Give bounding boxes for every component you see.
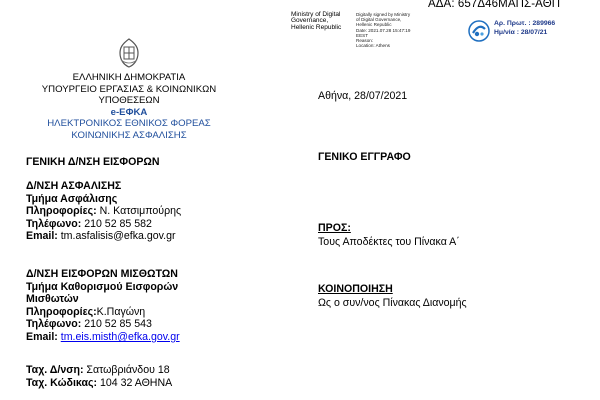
ada-code: ΑΔΑ: 657Δ46ΜΑΠΣ-ΑΘΠ [428, 0, 561, 10]
signature-line: Digitally signed by Ministry [356, 12, 411, 17]
general-directorate-title: ΓΕΝΙΚΗ Δ/ΝΣΗ ΕΙΣΦΟΡΩΝ [26, 156, 160, 168]
signature-line: Location: Athens [356, 43, 390, 49]
protocol-number-label: Αρ. Πρωτ. : [494, 20, 531, 27]
signature-line: Date: 2021.07.28 15:47:19 [356, 27, 411, 33]
street-value: Σατωβριάνδου 18 [83, 364, 170, 376]
header-ministry: ΥΠΟΥΡΓΕΙΟ ΕΡΓΑΣΙΑΣ & ΚΟΙΝΩΝΙΚΩΝ [41, 83, 217, 95]
header-republic: ΕΛΛΗΝΙΚΗ ΔΗΜΟΚΡΑΤΙΑ [72, 72, 186, 83]
signature-details [356, 12, 418, 48]
insurance-department: Τμήμα Ασφάλισης [26, 192, 118, 205]
document-type: ΓΕΝΙΚΟ ΕΓΓΡΑΦΟ [318, 151, 411, 163]
protocol-date-value: 28/07/21 [520, 28, 548, 36]
phone-value: 210 52 85 582 [81, 217, 152, 230]
contributions-department-cont: Μισθωτών [26, 293, 79, 306]
info-label: Πληροφορίες: [26, 205, 97, 218]
header-efka: e-ΕΦΚΑ [110, 106, 148, 118]
header-ministry-cont: ΥΠΟΘΕΣΕΩΝ [98, 95, 160, 107]
protocol-number-value: 289966 [532, 20, 556, 27]
email-label: Email: [26, 230, 58, 243]
recipients-text: Τους Αποδέκτες του Πίνακα Α΄ [318, 236, 460, 248]
general-directorate [26, 156, 160, 169]
cc-text: Ως ο συν/νος Πίνακας Διανομής [318, 297, 467, 309]
phone-label: Τηλέφωνο: [26, 318, 82, 331]
signature-line: EEST [356, 32, 368, 38]
issuer-header [20, 72, 238, 142]
street-label: Ταχ. Δ/νση: [26, 364, 84, 376]
insurance-directorate [26, 180, 181, 243]
signature-ministry: Ministry of Digital Governance, Hellenic Republic [291, 11, 342, 31]
signature-line: Reason: [356, 38, 374, 44]
contributions-directorate [26, 268, 180, 344]
email-link[interactable]: tm.eis.misth@efka.gov.gr [60, 330, 180, 343]
protocol-stamp-icon [468, 20, 490, 42]
info-value: Ν. Κατσιμπούρης [96, 205, 182, 218]
signature-line: of Digital Governance, [356, 17, 402, 23]
info-value: Κ.Παγώνη [96, 305, 146, 318]
cc-label: ΚΟΙΝΟΠΟΙΗΣΗ [318, 283, 393, 295]
place-date: Αθήνα, 28/07/2021 [318, 90, 408, 102]
insurance-title: Δ/ΝΣΗ ΑΣΦΑΛΙΣΗΣ [26, 180, 122, 192]
phone-value: 210 52 85 543 [81, 318, 152, 331]
phone-label: Τηλέφωνο: [26, 217, 82, 230]
info-label: Πληροφορίες: [26, 305, 97, 318]
email-value: tm.asfalisis@efka.gov.gr [57, 230, 176, 243]
signature-line: Hellenic Republic [356, 22, 392, 28]
email-label: Email: [26, 330, 58, 343]
greek-emblem-icon [114, 38, 144, 68]
address-block [26, 364, 172, 389]
protocol-info [494, 20, 555, 37]
postal-label: Ταχ. Κώδικας: [26, 376, 98, 389]
contributions-title: Δ/ΝΣΗ ΕΙΣΦΟΡΩΝ ΜΙΣΘΩΤΩΝ [26, 268, 178, 280]
header-agency-cont: ΚΟΙΝΩΝΙΚΗΣ ΑΣΦΑΛΙΣΗΣ [71, 129, 187, 141]
header-agency: ΗΛΕΚΤΡΟΝΙΚΟΣ ΕΘΝΙΚΟΣ ΦΟΡΕΑΣ [47, 118, 211, 130]
protocol-date-label: Ημ/νία : [494, 28, 519, 36]
contributions-department: Τμήμα Καθορισμού Εισφορών [26, 280, 179, 293]
postal-value: 104 32 ΑΘΗΝΑ [97, 376, 173, 389]
recipients-label: ΠΡΟΣ: [318, 222, 351, 234]
